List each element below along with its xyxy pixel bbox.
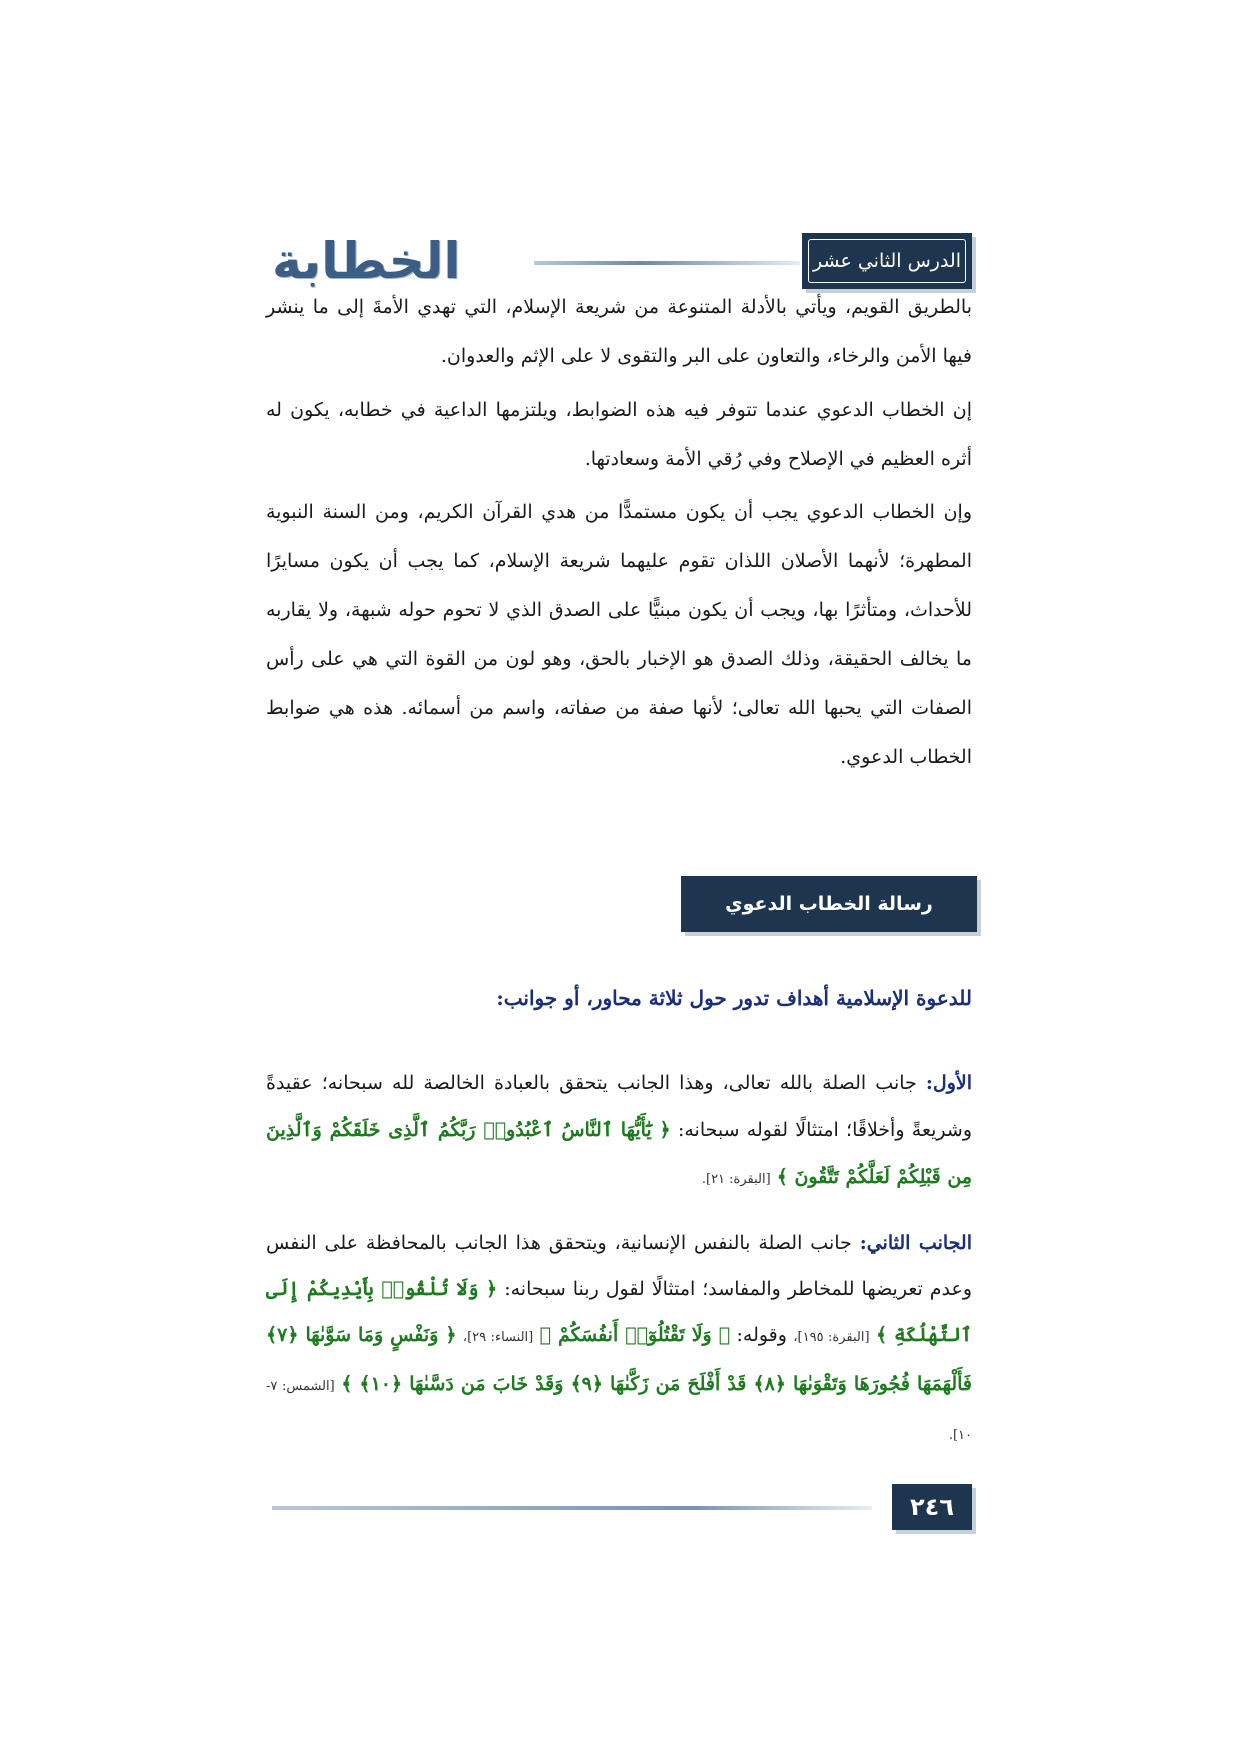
quran-verse: ﴿ وَنَفْسٍ وَمَا سَوَّىٰهَا ﴿٧﴾ فَأَلْهَمَهَا فُجُورَهَا وَتَقْوَىٰهَا ﴿٨﴾ قَدْ أَفْلَحَ مَن زَكَّىٰهَا ﴿٩﴾ وَقَدْ خَابَ مَن دَسَّىٰهَا ﴿١٠﴾ ﴾ [266, 1324, 972, 1395]
section-intro: للدعوة الإسلامية أهداف تدور حول ثلاثة محاور، أو جوانب: [496, 986, 972, 1010]
connector-text: وقوله: [736, 1324, 787, 1346]
page-header [272, 233, 972, 289]
page-number: ٢٤٦ [892, 1484, 972, 1530]
verse-reference: [البقرة: ١٩٥]، [793, 1330, 870, 1345]
quran-verse: ﴿ وَلَا تُلْقُوا۟ بِأَيْدِيكُمْ إِلَى ٱلتَّهْلُكَةِ ﴾ [266, 1278, 972, 1346]
aspect-second [266, 1220, 972, 1459]
lesson-label: الدرس الثاني عشر [808, 239, 966, 283]
aspect-second-text: جانب الصلة بالنفس الإنسانية، ويتحقق هذا الجانب بالمحافظة على النفس وعدم تعريضها للمخاطر والمفاسد؛ امتثالًا لقول ربنا سبحانه: [266, 1232, 973, 1300]
paragraph-2: إن الخطاب الدعوي عندما تتوفر فيه هذه الضوابط، ويلتزمها الداعية في خطابه، يكون له أثره العظيم في الإصلاح وفي رُقي الأمة وسعادتها. [266, 399, 972, 470]
quran-verse: ﴿ وَلَا تَقْتُلُوٓا۟ أَنفُسَكُمْ ﴾ [539, 1324, 731, 1346]
aspect-first-label: الأول: [925, 1072, 972, 1094]
header-divider [534, 261, 800, 265]
section-title: رسالة الخطاب الدعوي [681, 876, 977, 932]
paragraph-3: وإن الخطاب الدعوي يجب أن يكون مستمدًّا من هدي القرآن الكريم، ومن السنة النبوية المطهرة؛ لأنهما الأصلان اللذان تقوم عليهما شريعة الإسلام، كما يجب أن يكون مسايرًا للأحداث، ومتأثرًا بها، ويجب أن يكون مبنيًّا على الصدق الذي لا تحوم حوله شبهة، ولا يقاربه ما يخالف الحقيقة، وذلك الصدق هو الإخبار بالحق، وهو لون من القوة التي هي على رأس الصفات التي يحبها الله تعالى؛ لأنها صفة من صفاته، واسم من أسمائه. هذه هي ضوابط الخطاب الدعوي. [266, 501, 972, 768]
verse-reference: [الشمس: ٧- ١٠]. [266, 1379, 972, 1443]
footer-divider [272, 1506, 872, 1510]
aspect-second-label: الجانب الثاني: [859, 1232, 972, 1254]
aspect-first-text: جانب الصلة بالله تعالى، وهذا الجانب يتحقق بالعبادة الخالصة لله سبحانه؛ عقيدةً وشريعةً وأخلاقًا؛ امتثالًا لقوله سبحانه: [266, 1072, 972, 1141]
verse-reference: [البقرة: ٢١]. [701, 1172, 771, 1187]
verse-reference: [النساء: ٢٩]، [462, 1330, 534, 1345]
page-footer [272, 1484, 972, 1530]
lesson-badge [802, 233, 972, 289]
paragraph-1: بالطريق القويم، ويأتي بالأدلة المتنوعة من شريعة الإسلام، التي تهدي الأمةَ إلى ما ينشر فيها الأمن والرخاء، والتعاون على البر والتقوى لا على الإثم والعدوان. [266, 296, 972, 367]
quran-verse: ﴿ يَٰٓأَيُّهَا ٱلنَّاسُ ٱعْبُدُوا۟ رَبَّكُمُ ٱلَّذِى خَلَقَكُمْ وَٱلَّذِينَ مِن قَبْلِكُمْ لَعَلَّكُمْ تَتَّقُونَ ﴾ [266, 1119, 972, 1188]
book-title: الخطابة [272, 232, 461, 290]
aspect-first [266, 1060, 972, 1203]
